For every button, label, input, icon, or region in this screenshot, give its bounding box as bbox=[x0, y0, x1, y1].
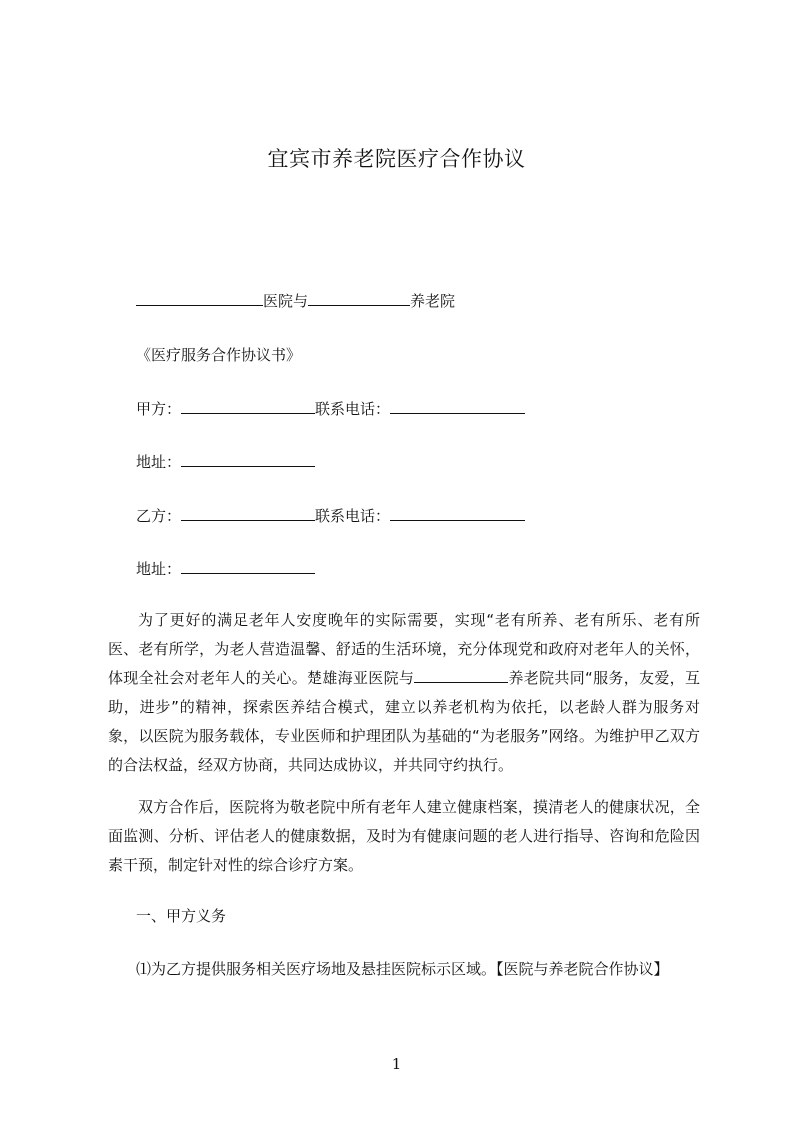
party-b-phone-label: 联系电话： bbox=[315, 507, 391, 525]
address-a-blank bbox=[181, 452, 315, 467]
document-title: 宜宾市养老院医疗合作协议 bbox=[267, 147, 526, 171]
nursing-home-name-blank bbox=[308, 291, 410, 306]
address-b-label: 地址： bbox=[136, 560, 182, 578]
agreement-book-title: 《医疗服务合作协议书》 bbox=[136, 346, 302, 364]
paragraph-cooperation: 双方合作后，医院将为敬老院中所有老年人建立健康档案，摸清老人的健康状况，全面监测、分析、评估老人的健康数据，及时为有健康问题的老人进行指导、咨询和危险因素干预，制定针对性的综合诊疗方案。 bbox=[108, 798, 700, 874]
party-a-label: 甲方： bbox=[136, 400, 182, 418]
party-a-phone-label: 联系电话： bbox=[315, 400, 391, 418]
paragraph-intro-part2: 养老院共同“服务，友爱，互助，进步”的精神，探索医养结合模式，建立以养老机构为依托，以老龄人群为服务对象，以医院为服务载体，专业医师和护理团队为基础的“为老服务”网络。为维护甲乙双方的合法权益，经双方协商，共同达成协议，并共同守约执行。 bbox=[108, 669, 700, 774]
duty-item-1: ⑴为乙方提供服务相关医疗场地及悬挂医院标示区域。【医院与养老院合作协议】 bbox=[136, 960, 669, 978]
party-a-name-blank bbox=[181, 399, 315, 414]
party-b-line bbox=[136, 506, 525, 526]
section-heading-party-a-duties: 一、甲方义务 bbox=[136, 907, 227, 925]
party-b-phone-blank bbox=[390, 506, 525, 521]
party-a-line bbox=[136, 399, 525, 419]
party-a-phone-blank bbox=[390, 399, 525, 414]
hospital-name-blank bbox=[136, 291, 263, 306]
page-number: 1 bbox=[391, 1055, 402, 1073]
address-a-line bbox=[136, 452, 315, 472]
paragraph-intro bbox=[108, 606, 700, 780]
parties-line bbox=[136, 291, 455, 311]
paragraph-intro-part1: 为了更好的满足老年人安度晚年的实际需要，实现“老有所养、老有所乐、老有所医、老有所学，为老人营造温馨、舒适的生活环境，充分体现党和政府对老年人的关怀，体现全社会对老年人的关心。楚雄海亚医院与 bbox=[108, 611, 700, 687]
hospital-suffix: 医院与 bbox=[263, 292, 309, 310]
party-b-label: 乙方： bbox=[136, 507, 182, 525]
address-a-label: 地址： bbox=[136, 453, 182, 471]
address-b-blank bbox=[181, 559, 315, 574]
nursing-home-blank-inline bbox=[414, 668, 508, 683]
party-b-name-blank bbox=[181, 506, 315, 521]
address-b-line bbox=[136, 559, 315, 579]
nursing-home-suffix: 养老院 bbox=[410, 292, 456, 310]
